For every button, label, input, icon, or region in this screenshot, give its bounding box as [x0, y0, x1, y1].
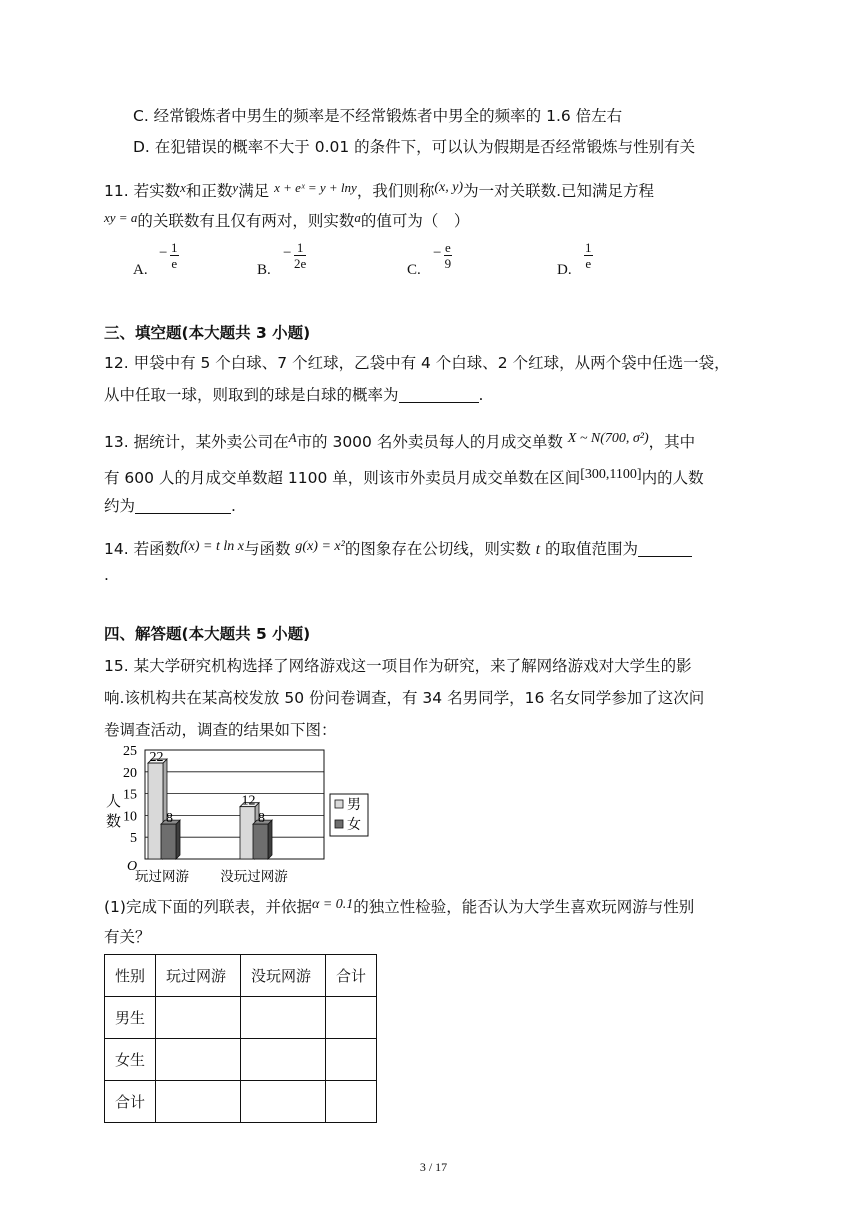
data-label: 12 — [241, 793, 256, 809]
table-header-cell: 没玩网游 — [241, 955, 326, 997]
table-cell-blank[interactable] — [241, 1039, 326, 1081]
q15-sub1-line2: 有关？ — [104, 928, 151, 946]
q11-option-fraction: $\frac{e}{9}$ — [444, 240, 452, 271]
q12-blank[interactable] — [399, 386, 479, 403]
q11-option-fraction: $\frac{1}{e}$ — [585, 240, 592, 271]
section-4-title: 四、解答题(本大题共 5 小题) — [104, 625, 311, 643]
contingency-table — [104, 954, 377, 1123]
table-cell-blank[interactable] — [156, 997, 241, 1039]
q11-option-label[interactable]: A. — [133, 262, 148, 278]
table-row — [105, 1081, 377, 1123]
y-tick-label: 20 — [123, 765, 137, 781]
q11-option-fraction: $\frac{1}{2e}$ — [294, 240, 307, 271]
table-cell: 女生 — [105, 1039, 156, 1081]
q15-line2: 响.该机构共在某高校发放 50 份问卷调查，有 34 名男同学，16 名女同学参加了这次问 — [104, 689, 705, 707]
data-label: 22 — [149, 750, 164, 766]
table-header-cell: 玩过网游 — [156, 955, 241, 997]
q13-line1: 13. 据统计，某外卖公司在$^A$市的 3000 名外卖员每人的月成交单数 X ~ N(700, σ²)，其中 — [104, 430, 696, 451]
table-cell-blank[interactable] — [156, 1081, 241, 1123]
table-cell-blank[interactable] — [241, 1081, 326, 1123]
table-header-row — [105, 955, 377, 997]
y-tick-label: 15 — [123, 787, 137, 803]
q10-option-d: D. 在犯错误的概率不大于 0.01 的条件下，可以认为假期是否经常锻炼与性别有关 — [133, 138, 696, 156]
q14-end: . — [104, 566, 109, 584]
q14-blank[interactable] — [638, 540, 692, 557]
legend-label: 男 — [347, 797, 361, 813]
q10-option-c: C. 经常锻炼者中男生的频率是不经常锻炼者中男全的频率的 1.6 倍左右 — [133, 107, 623, 125]
y-tick-label: 10 — [123, 809, 137, 825]
table-cell-blank[interactable] — [326, 997, 377, 1039]
table-cell: 合计 — [105, 1081, 156, 1123]
data-label: 8 — [166, 811, 173, 827]
q11-option-fraction: $\frac{1}{e}$ — [171, 240, 178, 271]
y-tick-label: 25 — [123, 744, 137, 759]
page-number: 3 / 17 — [419, 1160, 448, 1174]
q15-line1: 15. 某大学研究机构选择了网络游戏这一项目作为研究，来了解网络游戏对大学生的影 — [104, 657, 692, 675]
q11-line1: 11. 若实数$^x$和正数$^y$满足 $^{x + eˣ = y + lny}$，我们则称(x, y)为一对关联数.已知满足方程 — [104, 180, 655, 200]
q13-line3: 约为 . — [104, 497, 236, 515]
q11-line2: $^{xy = a}$的关联数有且仅有两对，则实数$^a$的值可为（ ） — [104, 210, 470, 230]
q11-option-label[interactable]: B. — [257, 262, 271, 278]
bar-side — [268, 820, 272, 859]
y-axis-label: 数 — [106, 814, 122, 830]
table-cell: 男生 — [105, 997, 156, 1039]
bar — [161, 824, 176, 859]
table-row — [105, 997, 377, 1039]
table-cell-blank[interactable] — [326, 1081, 377, 1123]
q12-line2: 从中任取一球，则取到的球是白球的概率为 . — [104, 386, 484, 404]
y-axis-label: 人 — [106, 794, 122, 810]
q13-blank[interactable] — [135, 497, 231, 514]
table-cell-blank[interactable] — [326, 1039, 377, 1081]
bar — [253, 824, 268, 859]
legend-swatch — [335, 800, 343, 808]
q14-line1: 14. 若函数f(x) = t ln x与函数 g(x) = x²的图象存在公切线，则实数 t 的取值范围为 — [104, 537, 692, 560]
q12-line1: 12. 甲袋中有 5 个白球、7 个红球，乙袋中有 4 个白球、2 个红球，从两个袋中任选一袋， — [104, 354, 730, 372]
legend-label: 女 — [347, 817, 361, 833]
origin-label: O — [127, 859, 138, 874]
legend-swatch — [335, 820, 343, 828]
bar-side — [176, 820, 180, 859]
q11-option-sign: − — [283, 245, 292, 261]
x-tick-label: 没玩过网游 — [220, 869, 288, 885]
q15-line3: 卷调查活动，调查的结果如下图： — [104, 721, 337, 739]
table-cell-blank[interactable] — [241, 997, 326, 1039]
q13-line2: 有 600 人的月成交单数超 1100 单，则该市外卖员月成交单数在区间[300,1100]内的人数 — [104, 467, 704, 487]
q11-option-label[interactable]: C. — [407, 262, 421, 278]
data-label: 8 — [258, 811, 265, 827]
table-header-cell: 合计 — [326, 955, 377, 997]
section-3-title: 三、填空题(本大题共 3 小题) — [104, 324, 311, 342]
table-cell-blank[interactable] — [156, 1039, 241, 1081]
x-tick-label: 玩过网游 — [135, 869, 189, 885]
table-row — [105, 1039, 377, 1081]
q11-option-sign: − — [159, 245, 168, 261]
q11-option-label[interactable]: D. — [557, 262, 572, 278]
bar-chart — [100, 742, 375, 887]
y-tick-label: 5 — [130, 831, 137, 847]
q11-option-sign: − — [433, 245, 442, 261]
q15-sub1-line1: (1)完成下面的列联表，并依据α = 0.1的独立性检验，能否认为大学生喜欢玩网游与性别 — [104, 897, 695, 916]
table-header-cell: 性别 — [105, 955, 156, 997]
